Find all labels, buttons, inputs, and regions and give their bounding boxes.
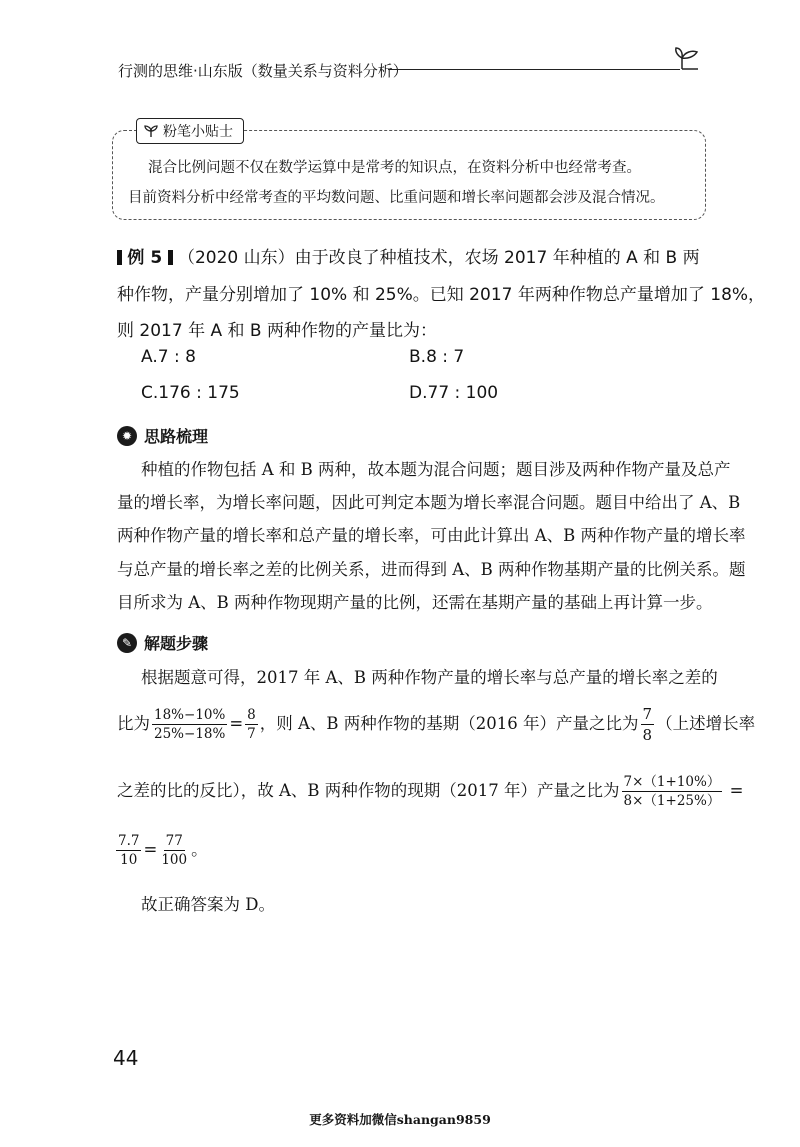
tip-label-text: 粉笔小贴士 (163, 124, 233, 140)
answer-line: 故正确答案为 D。 (141, 895, 275, 914)
question-label: 例 5 (127, 248, 163, 268)
fraction-77-100: $\frac{77}{100}$ (161, 833, 188, 868)
tip-line-2: 目前资料分析中经常考查的平均数问题、比重问题和增长率问题都会涉及混合情况。 (128, 190, 665, 206)
running-header: 行测的思维·山东版（数量关系与资料分析） (118, 62, 408, 80)
solution-line-4: $\frac{7.7}{10}$ = $\frac{77}{100}$ 。 (118, 833, 208, 868)
fraction-8-7: $\frac{8}{7}$ (247, 707, 256, 742)
option-a: A.7 : 8 (141, 347, 196, 367)
leaf-icon (143, 124, 159, 138)
fraction-7.7-10: $\frac{7.7}{10}$ (118, 833, 140, 868)
page-number: 44 (113, 1046, 139, 1070)
solution-heading: ✎ 解题步骤 (117, 631, 208, 654)
option-b: B.8 : 7 (409, 347, 465, 367)
approach-line-1: 种植的作物包括 A 和 B 两种，故本题为混合问题；题目涉及两种作物产量及总产 (141, 460, 731, 479)
question-line-1 (117, 243, 700, 268)
question-line-3: 则 2017 年 A 和 B 两种作物的产量比为： (117, 321, 437, 341)
solution-line-2: 比为 $\frac{18\%-10\%}{25\%-18\%}$ = $\frac{8}{7}$ ，则 A、B 两种作物的基期（2016 年）产量之比为 $\frac{7}{8}$ （上述增长率 (117, 705, 756, 744)
approach-line-4: 与总产量的增长率之差的比例关系，进而得到 A、B 两种作物基期产量的比例关系。题 (117, 560, 746, 579)
fraction-rate-diff: $\frac{18\%-10\%}{25\%-18\%}$ (154, 707, 226, 742)
tip-label (136, 118, 244, 144)
question-text-1: 由于改良了种植技术，农场 2017 年种植的 A 和 B 两 (294, 248, 700, 268)
approach-line-2: 量的增长率，为增长率问题，因此可判定本题为增长率混合问题。题目中给出了 A、B (117, 493, 741, 512)
tip-line-1: 混合比例问题不仅在数学运算中是常考的知识点，在资料分析中也经常考查。 (148, 160, 641, 176)
fraction-current-ratio: $\frac{7\times(1+10\%)}{8\times(1+25\%)}$ (623, 774, 721, 809)
sprout-icon (674, 38, 708, 72)
approach-heading: ✹ 思路梳理 (117, 424, 208, 447)
label-bar-right (168, 250, 173, 265)
option-d: D.77 : 100 (409, 383, 499, 403)
solution-line-1: 根据题意可得，2017 年 A、B 两种作物产量的增长率与总产量的增长率之差的 (141, 668, 718, 687)
question-line-2: 种作物，产量分别增加了 10% 和 25%。已知 2017 年两种作物总产量增加了 18%， (117, 285, 766, 305)
option-c: C.176 : 175 (141, 383, 240, 403)
label-bar-left (117, 250, 122, 265)
header-rule (388, 69, 680, 70)
question-source: （2020 山东） (177, 248, 295, 268)
solution-line-3: 之差的比的反比），故 A、B 两种作物的现期（2017 年）产量之比为 $\frac{7\times(1+10\%)}{8\times(1+25\%)}$ = (117, 774, 744, 809)
footer-note: 更多资料加微信shangan9859 (309, 1112, 491, 1127)
fraction-7-8: $\frac{7}{8}$ (642, 705, 653, 744)
approach-line-5: 目所求为 A、B 两种作物现期产量的比例，还需在基期产量的基础上再计算一步。 (117, 593, 713, 612)
approach-line-3: 两种作物产量的增长率和总产量的增长率，可由此计算出 A、B 两种作物产量的增长率 (117, 526, 746, 545)
gear-icon: ✹ (117, 426, 137, 446)
pen-icon: ✎ (117, 633, 137, 653)
